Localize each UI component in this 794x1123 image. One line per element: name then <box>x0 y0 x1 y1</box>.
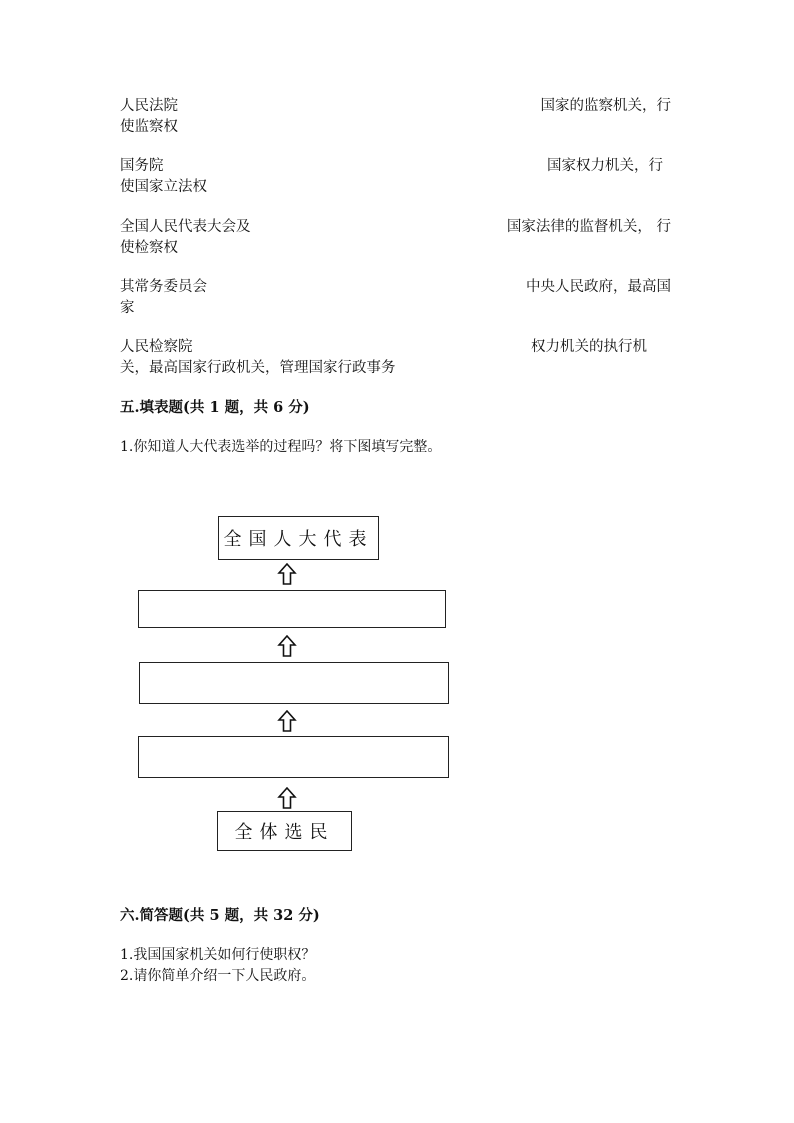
flow-box-top-label: 全国人大代表 <box>223 529 374 550</box>
match-left-1: 人民法院 <box>120 98 178 114</box>
match-wrap-5: 关，最高国家行政机关，管理国家行政事务 <box>120 360 396 376</box>
flow-box-bottom <box>217 811 352 851</box>
flow-box-top <box>218 516 379 560</box>
match-left-3: 全国人民代表大会及 <box>120 219 251 235</box>
up-arrow-icon <box>277 635 297 657</box>
match-right-4: 中央人民政府，最高国 <box>526 279 671 295</box>
flow-blank-2[interactable] <box>139 662 449 704</box>
flow-blank-3[interactable] <box>138 736 449 778</box>
flow-blank-3-answer <box>139 737 448 777</box>
match-wrap-2: 使国家立法权 <box>120 179 207 195</box>
flow-blank-1-answer <box>139 591 445 627</box>
flow-blank-2-answer <box>140 663 448 703</box>
match-right-1: 国家的监察机关，行 <box>540 98 671 114</box>
flow-blank-1[interactable] <box>138 590 446 628</box>
section5-title: 五.填表题(共 1 题，共 6 分) <box>120 399 310 416</box>
section6-title: 六.简答题(共 5 题，共 32 分) <box>120 907 320 924</box>
match-left-2: 国务院 <box>120 158 164 174</box>
section6-question-1: 1.我国国家机关如何行使职权？ <box>120 947 316 963</box>
match-left-5: 人民检察院 <box>120 339 193 355</box>
up-arrow-icon <box>277 563 297 585</box>
flow-box-bottom-label: 全体选民 <box>234 822 335 843</box>
match-left-4: 其常务委员会 <box>120 279 207 295</box>
up-arrow-icon <box>277 710 297 732</box>
match-right-2: 国家权力机关，行 <box>547 158 663 174</box>
section6-question-2: 2.请你简单介绍一下人民政府。 <box>120 968 316 984</box>
match-right-3: 国家法律的监督机关， 行 <box>506 219 671 235</box>
match-right-5: 权力机关的执行机 <box>531 339 647 355</box>
match-wrap-3: 使检察权 <box>120 240 178 256</box>
up-arrow-icon <box>277 787 297 809</box>
section5-question: 1.你知道人大代表选举的过程吗？将下图填写完整。 <box>120 439 442 455</box>
match-wrap-4: 家 <box>120 300 135 316</box>
match-wrap-1: 使监察权 <box>120 119 178 135</box>
